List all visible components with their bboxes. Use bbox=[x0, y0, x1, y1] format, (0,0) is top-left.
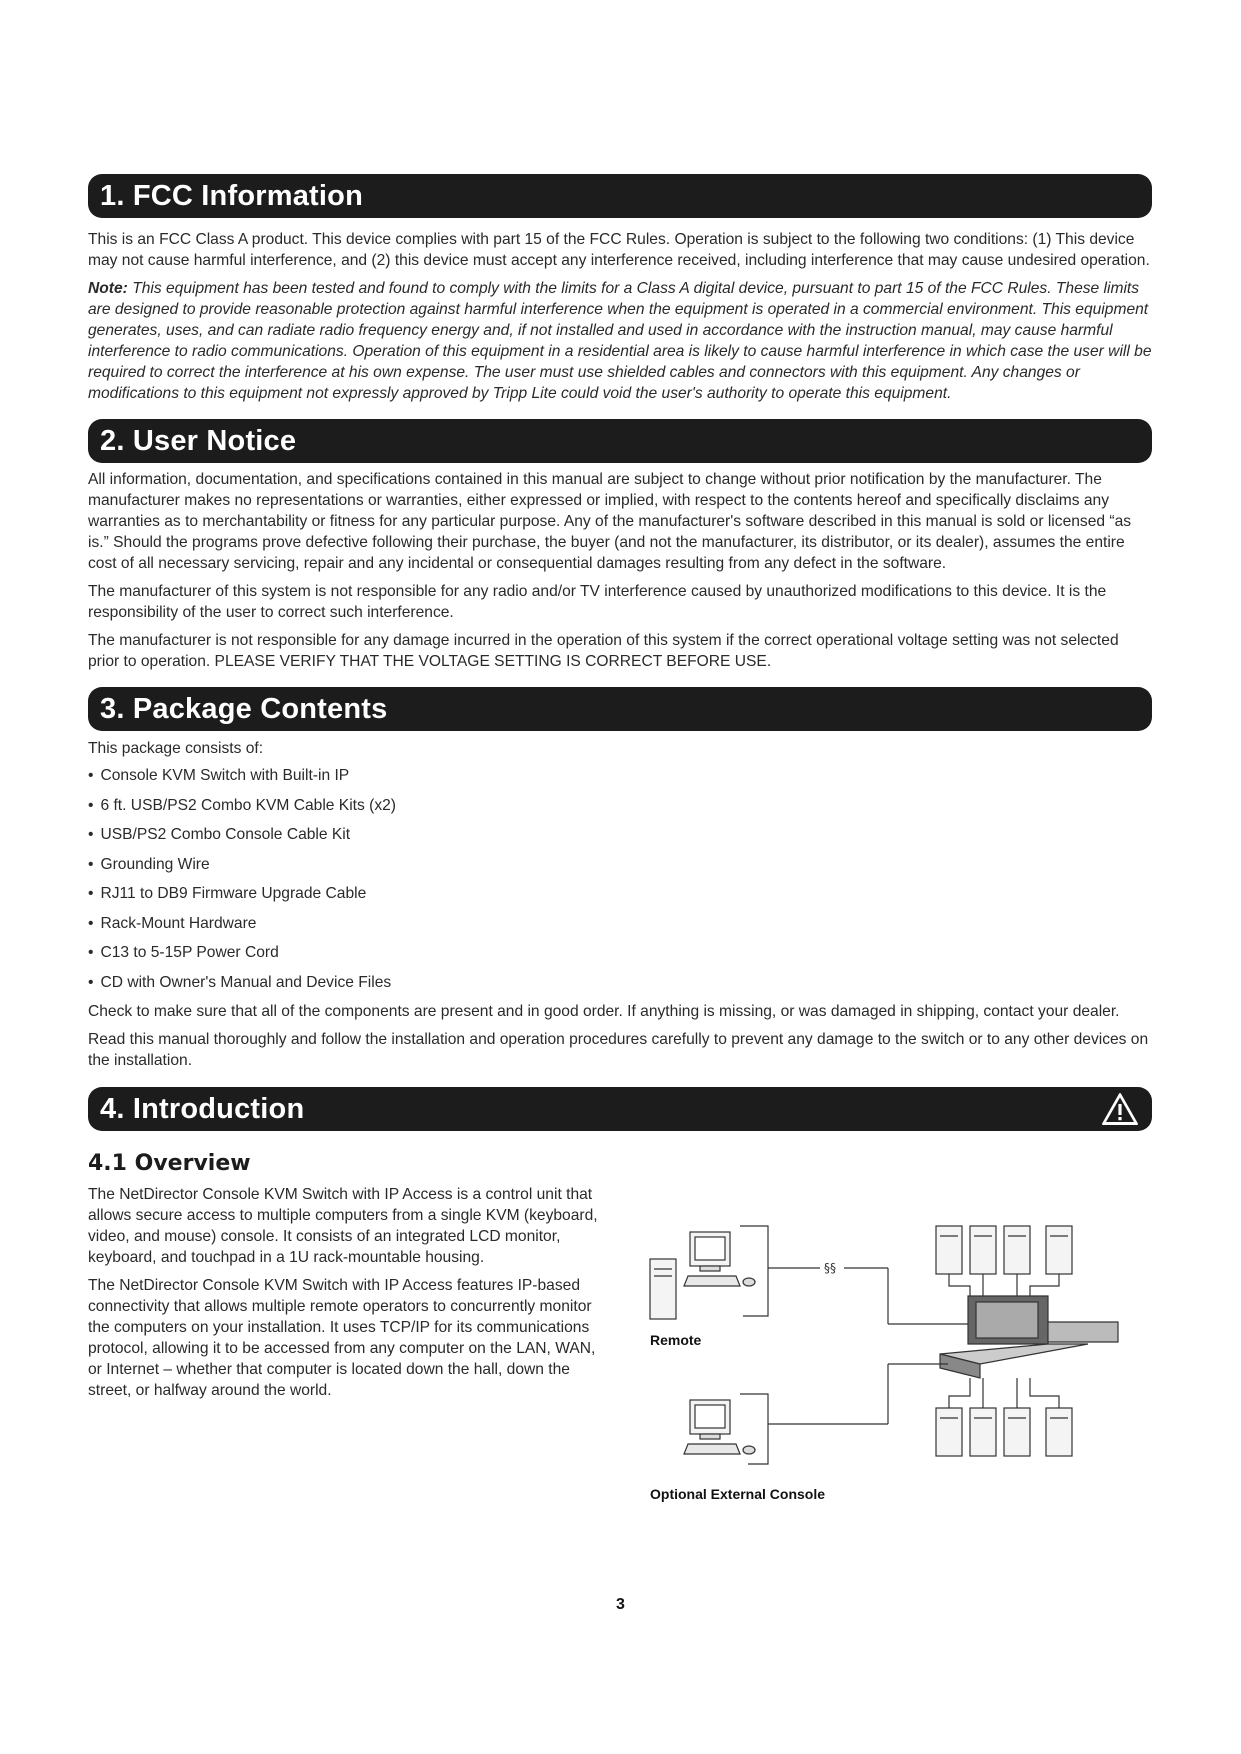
user-notice-paragraph: The manufacturer is not responsible for any damage incurred in the operation of this system if the correct operational voltage setting was not selected prior to operation. PLEASE VERIFY THAT THE VOLTAGE SETTING IS CORRECT BEFORE USE. bbox=[88, 632, 1119, 670]
fcc-note bbox=[88, 278, 1152, 404]
fcc-paragraph: This is an FCC Class A product. This device complies with part 15 of the FCC Rules. Operation is subject to the following two conditions: (1) This device may not cause harmful interference, and (2) this device must accept any interference received, including interference that may cause undesired operation. bbox=[88, 231, 1150, 269]
section-header-user-notice bbox=[88, 419, 1152, 463]
remote-computer-icon bbox=[650, 1232, 755, 1319]
package-list bbox=[88, 765, 1152, 993]
section-header-introduction bbox=[88, 1087, 1152, 1131]
overview-paragraph: The NetDirector Console KVM Switch with IP Access is a control unit that allows secure access to multiple computers from a single KVM (keyboard, video, and mouse) console. It consists of an integrated LCD monitor, keyboard, and touchpad in a 1U rack-mountable housing. bbox=[88, 1186, 598, 1266]
list-item: • C13 to 5-15P Power Cord bbox=[88, 942, 1152, 963]
user-notice-body bbox=[88, 469, 1152, 672]
manual-page bbox=[88, 174, 1152, 1514]
kvm-network-diagram bbox=[648, 1204, 1148, 1504]
section-header-fcc bbox=[88, 174, 1152, 218]
note-label: Note: bbox=[88, 280, 128, 297]
list-item: • Rack-Mount Hardware bbox=[88, 913, 1152, 934]
list-item: • USB/PS2 Combo Console Cable Kit bbox=[88, 824, 1152, 845]
overview-heading: 4.1 Overview bbox=[88, 1151, 251, 1176]
list-item: • Console KVM Switch with Built-in IP bbox=[88, 765, 1152, 786]
diagram-svg bbox=[648, 1204, 1148, 1504]
introduction-body bbox=[88, 1151, 1152, 1514]
overview-text bbox=[88, 1184, 608, 1401]
note-text: This equipment has been tested and found to comply with the limits for a Class A digital device, pursuant to part 15 of the FCC Rules. These limits are designed to provide reasonable protection against harmful interference when the equipment is operated in a commercial environment. This equipment generates, uses, and can radiate radio frequency energy and, if not installed and used in accordance with the instruction manual, may cause harmful interference to radio communications. Operation of this equipment in a residential area is likely to cause harmful interference in which case the user will be required to correct the interference at his own expense. The user must use shielded cables and connectors with this equipment. Any changes or modifications to this equipment not expressly approved by Tripp Lite could void the user's authority to operate this equipment. bbox=[88, 280, 1152, 402]
kvm-console-icon bbox=[940, 1296, 1118, 1378]
user-notice-paragraph: All information, documentation, and specifications contained in this manual are subject to change without prior notification by the manufacturer. The manufacturer makes no representations or warranties, either expressed or implied, with respect to the contents hereof and specifically disclaims any warranties as to merchantability or fitness for any particular purpose. Any of the manufacturer's software described in this manual is sold or licensed “as is.” Should the programs prove defective following their purchase, the buyer (and not the manufacturer, its distributor, or its dealer), assumes the entire cost of all necessary servicing, repair and any incidental or consequential damages resulting from any defect in the software. bbox=[88, 471, 1132, 572]
diagram-label-console: Optional External Console bbox=[650, 1486, 826, 1502]
section-title: 4. Introduction bbox=[100, 1092, 305, 1125]
section-title: 3. Package Contents bbox=[100, 692, 388, 725]
list-item: • RJ11 to DB9 Firmware Upgrade Cable bbox=[88, 883, 1152, 904]
section-title: 2. User Notice bbox=[100, 424, 297, 457]
server-icons-top bbox=[936, 1226, 1072, 1274]
user-notice-paragraph: The manufacturer of this system is not responsible for any radio and/or TV interference caused by unauthorized modifications to this device. It is the responsibility of the user to correct such interference. bbox=[88, 583, 1107, 621]
package-read-paragraph: Read this manual thoroughly and follow the installation and operation procedures carefully to prevent any damage to the switch or to any other devices on the installation. bbox=[88, 1031, 1149, 1069]
warning-icon bbox=[1100, 1091, 1140, 1127]
diagram-label-remote: Remote bbox=[650, 1332, 702, 1348]
overview-content bbox=[88, 1184, 1152, 1514]
section-title: 1. FCC Information bbox=[100, 179, 363, 212]
fcc-body bbox=[88, 229, 1152, 404]
external-console-icon bbox=[684, 1400, 755, 1454]
list-item: • Grounding Wire bbox=[88, 854, 1152, 875]
package-body bbox=[88, 738, 1152, 1071]
page-number: 3 bbox=[616, 1596, 625, 1613]
overview-paragraph: The NetDirector Console KVM Switch with IP Access features IP-based connectivity that allows multiple remote operators to concurrently monitor the computers on your installation. It uses TCP/IP for its communications protocol, allowing it to be accessed from any computer on the LAN, WAN, or Internet – whether that computer is located down the hall, down the street, or halfway around the world. bbox=[88, 1277, 596, 1399]
package-intro: This package consists of: bbox=[88, 740, 264, 757]
list-item: • CD with Owner's Manual and Device Files bbox=[88, 972, 1152, 993]
list-item: • 6 ft. USB/PS2 Combo KVM Cable Kits (x2) bbox=[88, 795, 1152, 816]
section-header-package bbox=[88, 687, 1152, 731]
server-icons-bottom bbox=[936, 1408, 1072, 1456]
svg-text:§§: §§ bbox=[824, 1261, 836, 1275]
package-check-paragraph: Check to make sure that all of the components are present and in good order. If anything is missing, or was damaged in shipping, contact your dealer. bbox=[88, 1003, 1120, 1020]
